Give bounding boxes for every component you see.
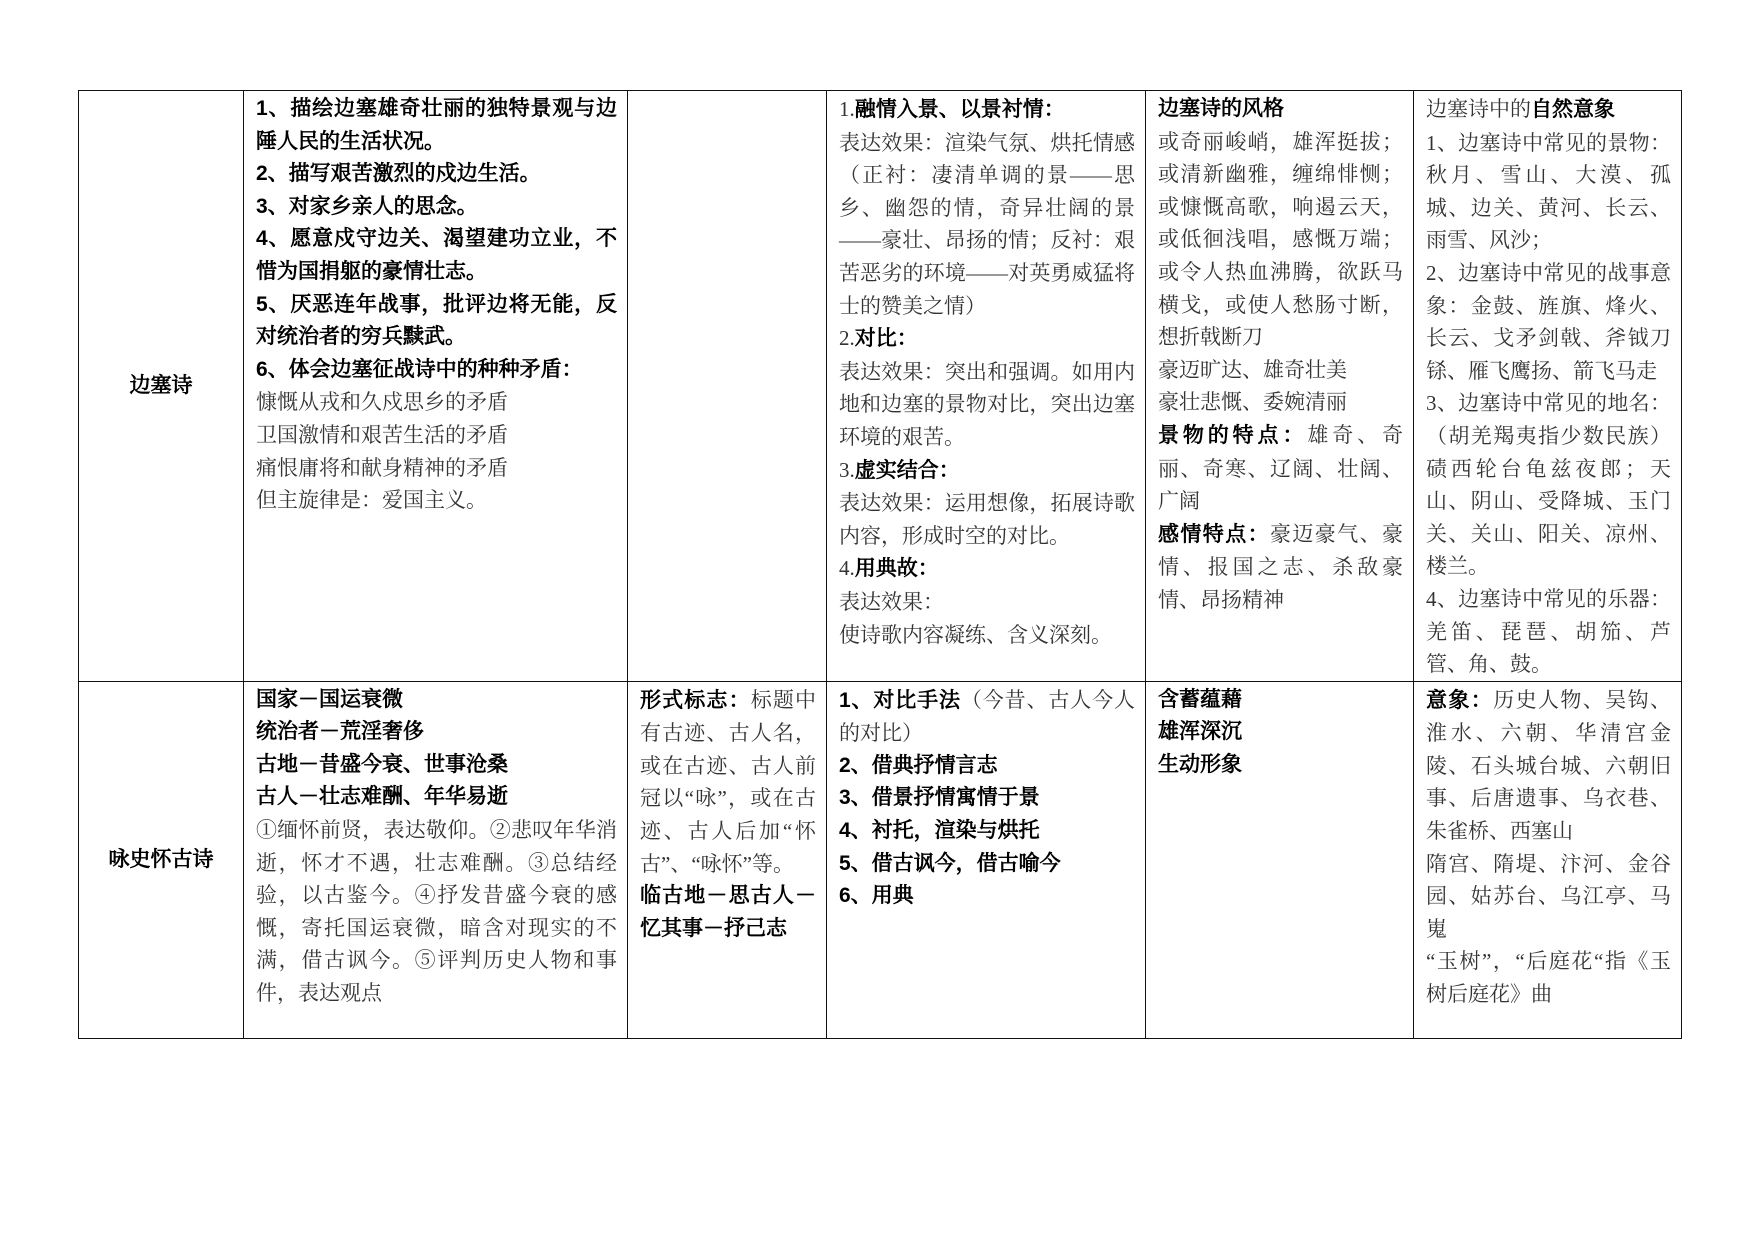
technique-heading [839,93,1135,127]
content-theme: 5、厌恶连年战事，批评边将无能，反对统治者的穷兵黩武。 [256,292,617,349]
technique-name: 3、借景抒情寓情于景 [839,786,1040,810]
imagery-list [1426,684,1671,848]
contradiction-item: 卫国激情和艰苦生活的矛盾 [256,422,508,447]
technique-name: 6、用典 [839,884,914,908]
form-markers [640,684,816,881]
technique-number: 4. [839,556,855,581]
style-keyword: 豪壮悲慨、委婉清丽 [1158,390,1347,415]
content-theme: 古地－昔盛今衰、世事沧桑 [256,752,508,776]
technique-item [839,684,1135,750]
imagery-item: 2、边塞诗中常见的战事意象：金鼓、旌旗、烽火、长云、戈矛剑戟、斧钺刀铩、雁飞鹰扬、箭飞马走 [1426,260,1671,383]
technique-effect: 表达效果：渲染气氛、烘托情感（正衬：凄清单调的景——思乡、幽怨的情，奇异壮阔的景——豪壮、昂扬的情；反衬：艰苦恶劣的环境——对英勇威猛将士的赞美之情） [839,130,1135,318]
content-theme: 统治者－荒淫奢侈 [256,720,424,744]
category-label: 边塞诗 [129,374,193,398]
content-theme: 国家－国运衰微 [256,687,403,711]
content-theme: 1、描绘边塞雄奇壮丽的独特景观与边陲人民的生活状况。 [256,97,617,153]
imagery-item: 3、边塞诗中常见的地名：（胡羌羯夷指少数民族）碛西轮台龟兹夜郎；天山、阴山、受降城、玉门关、关山、阳关、凉州、楼兰。 [1426,391,1671,579]
style-cell [1146,681,1414,1038]
technique-effect: 表达效果： [839,589,944,614]
technique-name: 融情入景、以景衬情： [854,98,1065,121]
imagery-cell [1414,681,1682,1038]
style-cell [1146,91,1414,682]
technique-number: 1. [839,97,855,121]
content-cell [244,91,628,682]
technique-name: 虚实结合： [854,458,960,482]
imagery-intro-text: 边塞诗中的 [1426,97,1531,121]
scenery-label: 景物的特点： [1158,423,1308,447]
content-cell [244,681,628,1038]
category-label: 咏史怀古诗 [108,847,214,871]
technique-name: 2、借典抒情言志 [839,753,998,777]
purposes-text: ①缅怀前贤，表达敬仰。②悲叹年华消逝，怀才不遇，壮志难酬。③总结经验，以古鉴今。④抒发昔盛今衰的感慨，寄托国运衰微，暗含对现实的不满，借古讽今。⑤评判历史人物和事件，表达观点 [256,818,617,1006]
technique-heading [839,454,1135,488]
contradiction-item: 慷慨从戎和久戍思乡的矛盾 [256,390,508,415]
form-cell [628,681,827,1038]
style-keyword: 生动形象 [1158,752,1242,776]
category-cell [79,91,244,682]
emotion-label: 感情特点： [1158,522,1270,546]
style-keyword: 雄浑深沉 [1158,720,1242,744]
imagery-cell [1414,91,1682,682]
technique-name: 1、对比手法 [839,688,961,712]
imagery-label: 意象： [1426,688,1494,712]
technique-effect-detail: 使诗歌内容凝练、含义深刻。 [839,622,1112,647]
style-keyword: 豪迈旷达、雄奇壮美 [1158,357,1347,382]
technique-heading [839,322,1135,356]
technique-cell [827,91,1146,682]
contradiction-item: 但主旋律是：爱国主义。 [256,488,487,513]
technique-number: 2. [839,326,855,351]
technique-name: 4、衬托，渲染与烘托 [839,819,1040,843]
scenery-feature [1158,419,1403,518]
emotion-feature [1158,518,1403,617]
technique-number: 3. [839,457,855,482]
emotion-value: 豪迈豪气、豪情、报国之志、杀敌豪情、昂扬精神 [1158,521,1403,612]
technique-heading [839,552,1135,586]
technique-note: （今昔、古人今人的对比） [839,687,1135,746]
style-description: 或奇丽峻峭，雄浑挺拔；或清新幽雅，缠绵悱恻；或慷慨高歌，响遏云天，或低徊浅唱，感慨万端；或令人热血沸腾，欲跃马横戈，或使人愁肠寸断，想折戟断刀 [1158,129,1403,350]
technique-name: 对比： [854,327,918,351]
imagery-note: “玉树”，“后庭花“指《玉树后庭花》曲 [1426,949,1671,1007]
imagery-item: 1、边塞诗中常见的景物：秋月、雪山、大漠、孤城、边关、黄河、长云、雨雪、风沙； [1426,130,1671,253]
form-pattern: 临古地－思古人－忆其事－抒己志 [640,884,816,940]
technique-name: 用典故： [854,557,939,581]
technique-effect: 表达效果：突出和强调。如用内地和边塞的景物对比，突出边塞环境的艰苦。 [839,359,1135,449]
content-theme: 古人－壮志难酬、年华易逝 [256,785,508,809]
imagery-text: 隋宫、隋堤、汴河、金谷园、姑苏台、乌江亭、马嵬 [1426,851,1671,941]
imagery-intro-bold: 自然意象 [1531,98,1615,121]
contradiction-item: 痛恨庸将和献身精神的矛盾 [256,455,508,480]
imagery-text: 历史人物、吴钩、淮水、六朝、华清宫金陵、石头城台城、六朝旧事、后唐遗事、乌衣巷、朱雀桥、西塞山 [1426,687,1672,844]
technique-cell [827,681,1146,1038]
row-frontier-poetry [79,91,1682,682]
form-cell [628,91,827,682]
imagery-intro [1426,93,1671,127]
technique-name: 5、借古讽今，借古喻今 [839,851,1061,875]
row-history-poetry [79,681,1682,1038]
style-title: 边塞诗的风格 [1158,97,1284,120]
technique-effect: 表达效果：运用想像，拓展诗歌内容，形成时空的对比。 [839,491,1135,548]
content-theme: 2、描写艰苦激烈的戍边生活。 [256,162,541,186]
content-theme: 6、体会边塞征战诗中的种种矛盾： [256,357,583,381]
content-theme: 4、愿意戍守边关、渴望建功立业，不惜为国捐躯的豪情壮志。 [256,227,617,283]
poetry-table [78,90,1682,1039]
style-keyword: 含蓄蕴藉 [1158,687,1242,711]
content-theme: 3、对家乡亲人的思念。 [256,194,478,218]
category-cell [79,681,244,1038]
imagery-item: 4、边塞诗中常见的乐器：羌笛、琵琶、胡笳、芦管、角、鼓。 [1426,586,1671,677]
scenery-value: 雄奇、奇丽、奇寒、辽阔、壮阔、广阔 [1158,422,1404,514]
form-label: 形式标志： [640,688,751,712]
form-text: 标题中有古迹、古人名，或在古迹、古人前冠以“咏”，或在古迹、古人后加“怀古”、“咏怀”等。 [640,687,817,876]
